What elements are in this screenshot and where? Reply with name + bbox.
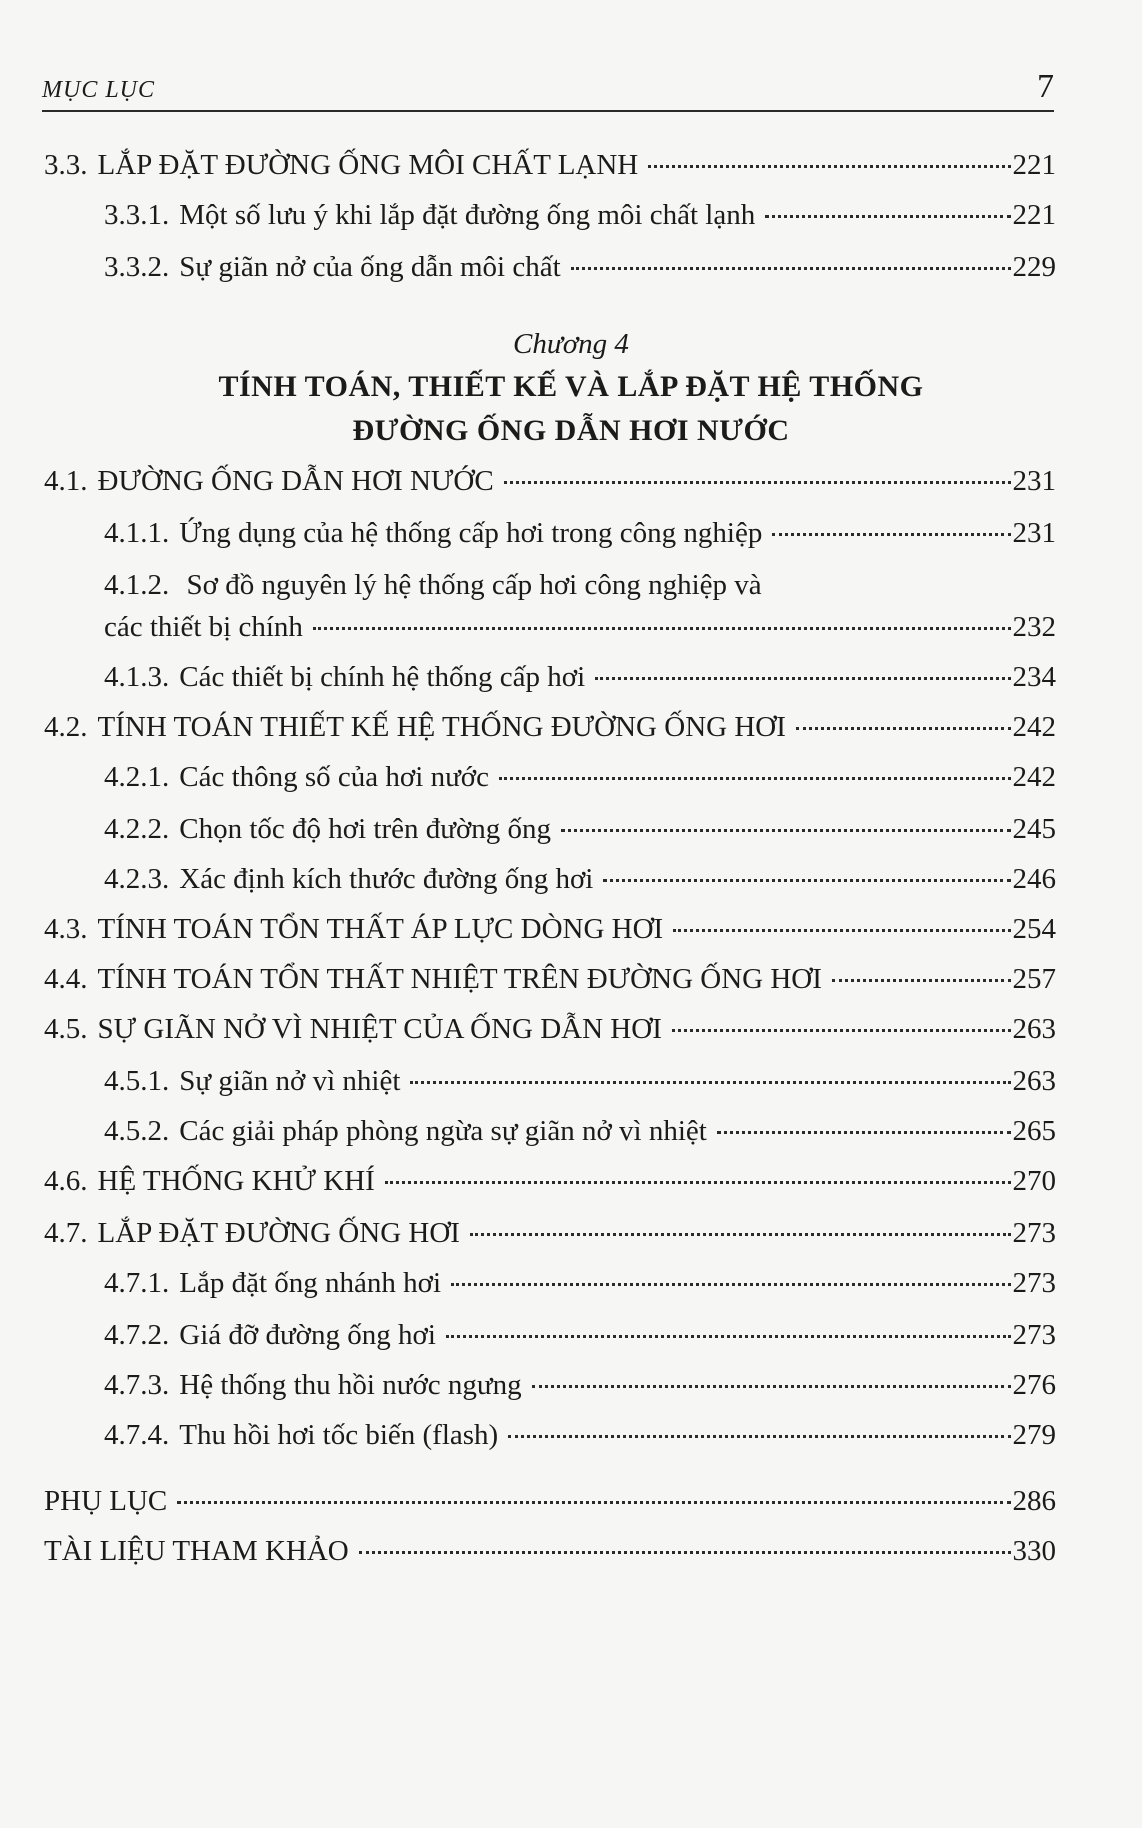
toc-entry-number: 4.5.1. — [104, 1065, 170, 1097]
toc-entry-page: 232 — [1012, 611, 1056, 643]
toc-entry-page: 229 — [1012, 251, 1056, 283]
toc-entry-page: 273 — [1012, 1319, 1056, 1351]
toc-entry-3-3-1 — [104, 198, 1056, 232]
dot-leader — [359, 1551, 1011, 1554]
toc-entry-4-2 — [44, 710, 1056, 744]
toc-entry-appendix — [44, 1484, 1056, 1518]
toc-entry-title: TÍNH TOÁN THIẾT KẾ HỆ THỐNG ĐƯỜNG ỐNG HƠI — [97, 711, 786, 743]
toc-entry-4-1-1 — [104, 516, 1056, 550]
toc-entry-number: 4.1.2. — [104, 569, 170, 601]
toc-entry-4-7-3 — [104, 1368, 1056, 1402]
toc-entry-title: Các thông số của hơi nước — [179, 761, 489, 793]
toc-entry-title: HỆ THỐNG KHỬ KHÍ — [97, 1165, 375, 1197]
toc-entry-page: 276 — [1012, 1369, 1056, 1401]
toc-entry-page: 245 — [1012, 813, 1056, 845]
toc-entry-4-3 — [44, 912, 1056, 946]
toc-entry-4-6 — [44, 1164, 1056, 1198]
dot-leader — [796, 727, 1011, 730]
toc-entry-title: Các thiết bị chính hệ thống cấp hơi — [179, 661, 586, 693]
toc-entry-number: 4.2.1. — [104, 761, 170, 793]
toc-entry-page: 330 — [1012, 1535, 1056, 1567]
toc-entry-title: Một số lưu ý khi lắp đặt đường ống môi chất lạnh — [179, 199, 756, 231]
dot-leader — [504, 481, 1011, 484]
toc-entry-title: Thu hồi hơi tốc biến (flash) — [179, 1419, 499, 1451]
toc-entry-references — [44, 1534, 1056, 1568]
toc-entry-title: Hệ thống thu hồi nước ngưng — [179, 1369, 522, 1401]
toc-entry-4-5-2 — [104, 1114, 1056, 1148]
toc-entry-number: 4.2.3. — [104, 863, 170, 895]
toc-entry-title: SỰ GIÃN NỞ VÌ NHIỆT CỦA ỐNG DẪN HƠI — [97, 1013, 662, 1045]
toc-entry-number: 4.7.2. — [104, 1319, 170, 1351]
toc-entry-page: 279 — [1012, 1419, 1056, 1451]
dot-leader — [385, 1181, 1011, 1184]
dot-leader — [648, 165, 1010, 168]
dot-leader — [765, 215, 1010, 218]
toc-entry-page: 265 — [1012, 1115, 1056, 1147]
dot-leader — [673, 929, 1010, 932]
dot-leader — [313, 627, 1011, 630]
toc-entry-page: 273 — [1012, 1267, 1056, 1299]
toc-entry-3-3 — [44, 148, 1056, 182]
toc-entry-title: TÀI LIỆU THAM KHẢO — [44, 1535, 349, 1567]
toc-entry-4-4 — [44, 962, 1056, 996]
toc-entry-title: Chọn tốc độ hơi trên đường ống — [179, 813, 552, 845]
toc-entry-title: Xác định kích thước đường ống hơi — [179, 863, 594, 895]
dot-leader — [508, 1435, 1010, 1438]
toc-entry-page: 242 — [1012, 711, 1056, 743]
dot-leader — [772, 533, 1010, 536]
toc-entry-title: LẮP ĐẶT ĐƯỜNG ỐNG MÔI CHẤT LẠNH — [97, 149, 639, 181]
toc-entry-page: 231 — [1012, 517, 1056, 549]
toc-entry-page: 263 — [1012, 1065, 1056, 1097]
toc-entry-page: 254 — [1012, 913, 1056, 945]
toc-entry-number: 3.3.1. — [104, 199, 170, 231]
toc-entry-4-7-1 — [104, 1266, 1056, 1300]
toc-entry-title: Sự giãn nở của ống dẫn môi chất — [179, 251, 561, 283]
toc-entry-page: 231 — [1012, 465, 1056, 497]
toc-entry-4-5 — [44, 1012, 1056, 1046]
toc-entry-number: 4.5.2. — [104, 1115, 170, 1147]
toc-entry-title: TÍNH TOÁN TỔN THẤT NHIỆT TRÊN ĐƯỜNG ỐNG HƠI — [97, 963, 822, 995]
toc-entry-number: 4.1. — [44, 465, 88, 497]
chapter-title-line-1: TÍNH TOÁN, THIẾT KẾ VÀ LẮP ĐẶT HỆ THỐNG — [218, 370, 924, 403]
toc-entry-page: 242 — [1012, 761, 1056, 793]
toc-entry-number: 4.2. — [44, 711, 88, 743]
toc-entry-4-1-2-line-2 — [104, 610, 1056, 644]
toc-entry-title: TÍNH TOÁN TỔN THẤT ÁP LỰC DÒNG HƠI — [97, 913, 664, 945]
dot-leader — [177, 1501, 1010, 1504]
dot-leader — [499, 777, 1011, 780]
chapter-title-line-2: ĐƯỜNG ỐNG DẪN HƠI NƯỚC — [352, 414, 790, 447]
running-title: MỤC LỤC — [42, 77, 156, 103]
toc-entry-title: Sơ đồ nguyên lý hệ thống cấp hơi công nghiệp và — [186, 569, 762, 601]
toc-entry-page: 221 — [1012, 199, 1056, 231]
dot-leader — [446, 1335, 1011, 1338]
toc-entry-title: LẮP ĐẶT ĐƯỜNG ỐNG HƠI — [97, 1217, 460, 1249]
running-header — [42, 68, 1054, 112]
toc-entry-page: 257 — [1012, 963, 1056, 995]
page-number: 7 — [1037, 68, 1054, 105]
toc-entry-4-5-1 — [104, 1064, 1056, 1098]
toc-entry-title: Lắp đặt ống nhánh hơi — [179, 1267, 442, 1299]
toc-entry-number: 4.5. — [44, 1013, 88, 1045]
toc-entry-title: Sự giãn nở vì nhiệt — [179, 1065, 401, 1097]
toc-entry-page: 221 — [1012, 149, 1056, 181]
dot-leader — [717, 1131, 1011, 1134]
toc-entry-4-1-2-line-1 — [104, 568, 762, 602]
toc-entry-title: Các giải pháp phòng ngừa sự giãn nở vì nhiệt — [179, 1115, 707, 1147]
toc-entry-4-2-1 — [104, 760, 1056, 794]
toc-entry-4-1 — [44, 464, 1056, 498]
toc-entry-number: 4.1.1. — [104, 517, 170, 549]
toc-entry-3-3-2 — [104, 250, 1056, 284]
toc-entry-number: 4.7.4. — [104, 1419, 170, 1451]
toc-entry-number: 3.3.2. — [104, 251, 170, 283]
toc-entry-title: PHỤ LỤC — [44, 1485, 168, 1517]
toc-entry-number: 4.2.2. — [104, 813, 170, 845]
toc-entry-title: Giá đỡ đường ống hơi — [179, 1319, 436, 1351]
dot-leader — [603, 879, 1010, 882]
toc-entry-number: 4.7.3. — [104, 1369, 170, 1401]
toc-entry-number: 3.3. — [44, 149, 88, 181]
dot-leader — [672, 1029, 1011, 1032]
toc-entry-4-2-2 — [104, 812, 1056, 846]
toc-entry-number: 4.4. — [44, 963, 88, 995]
dot-leader — [470, 1233, 1011, 1236]
toc-entry-number: 4.3. — [44, 913, 88, 945]
toc-entry-4-7 — [44, 1216, 1056, 1250]
dot-leader — [532, 1385, 1011, 1388]
toc-entry-number: 4.1.3. — [104, 661, 170, 693]
toc-entry-page: 286 — [1012, 1485, 1056, 1517]
dot-leader — [561, 829, 1010, 832]
toc-entry-page: 270 — [1012, 1165, 1056, 1197]
toc-entry-4-7-4 — [104, 1418, 1056, 1452]
chapter-label: Chương 4 — [513, 328, 629, 360]
toc-entry-title-continued: các thiết bị chính — [104, 611, 303, 643]
toc-entry-title: Ứng dụng của hệ thống cấp hơi trong công nghiệp — [179, 517, 763, 549]
toc-entry-4-2-3 — [104, 862, 1056, 896]
toc-entry-page: 263 — [1012, 1013, 1056, 1045]
toc-entry-page: 234 — [1012, 661, 1056, 693]
toc-entry-number: 4.7. — [44, 1217, 88, 1249]
toc-entry-page: 273 — [1012, 1217, 1056, 1249]
dot-leader — [571, 267, 1011, 270]
dot-leader — [451, 1283, 1010, 1286]
toc-entry-page: 246 — [1012, 863, 1056, 895]
toc-entry-number: 4.6. — [44, 1165, 88, 1197]
toc-entry-title: ĐƯỜNG ỐNG DẪN HƠI NƯỚC — [97, 465, 494, 497]
dot-leader — [832, 979, 1011, 982]
toc-entry-4-1-3 — [104, 660, 1056, 694]
toc-entry-4-7-2 — [104, 1318, 1056, 1352]
dot-leader — [410, 1081, 1010, 1084]
dot-leader — [595, 677, 1010, 680]
toc-entry-number: 4.7.1. — [104, 1267, 170, 1299]
